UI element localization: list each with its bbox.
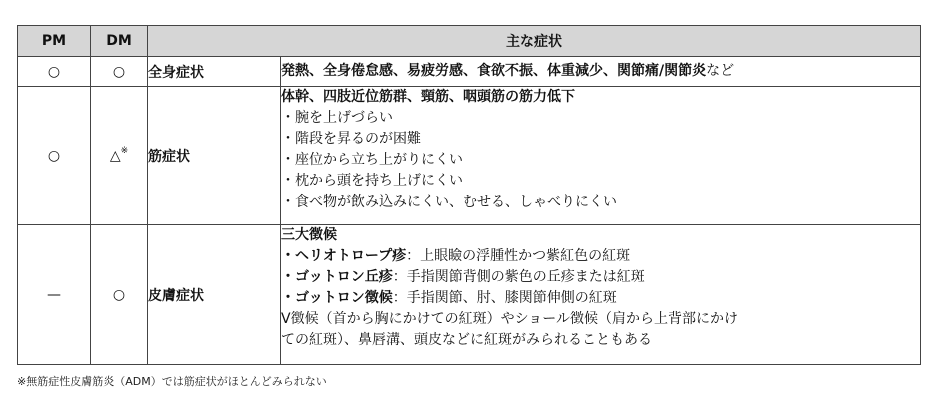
dm-mark: ○ — [91, 225, 148, 365]
category-label: 筋症状 — [148, 87, 281, 225]
list-item: ・階段を昇るのが困難 — [281, 131, 421, 147]
pm-mark: ○ — [18, 87, 91, 225]
category-label: 皮膚症状 — [148, 225, 281, 365]
list-item — [281, 288, 920, 309]
header-dm: DM — [91, 26, 148, 57]
symptom-description — [281, 87, 921, 225]
sign-text: ：手指関節背側の紫色の丘疹または紅斑 — [392, 269, 645, 285]
pm-mark: — — [18, 225, 91, 365]
header-main-symptoms: 主な症状 — [148, 26, 921, 57]
symptom-description — [281, 225, 921, 365]
extra-text: ての紅斑）、鼻唇溝、頭皮などに紅斑がみられることもある — [281, 332, 652, 348]
list-item — [281, 267, 920, 288]
muscle-heading: 体幹、四肢近位筋群、頸筋、咽頭筋の筋力低下 — [281, 89, 575, 105]
list-item — [281, 246, 920, 267]
sign-label: ・ゴットロン徴候 — [281, 290, 393, 306]
sign-text: ：手指関節、肘、膝関節伸側の紅斑 — [392, 290, 617, 306]
dm-mark — [91, 87, 148, 225]
symptom-description — [281, 57, 921, 87]
list-item: ・座位から立ち上がりにくい — [281, 152, 463, 168]
list-item: ・腕を上げづらい — [281, 110, 393, 126]
list-item: ・枕から頭を持ち上げにくい — [281, 173, 463, 189]
row-systemic — [18, 57, 921, 87]
symptom-suffix: など — [706, 63, 735, 79]
category-label: 全身症状 — [148, 57, 281, 87]
row-skin — [18, 225, 921, 365]
sign-label: ・ゴットロン丘疹 — [281, 269, 393, 285]
footnote-marker: ※ — [120, 145, 129, 156]
sign-label: ・ヘリオトロープ疹 — [281, 248, 407, 264]
extra-text: V徴候（首から胸にかけての紅斑）やショール徴候（肩から上背部にかけ — [281, 311, 739, 327]
pm-mark: ○ — [18, 57, 91, 87]
dm-mark-triangle: △ — [109, 147, 121, 164]
sign-text: ：上眼瞼の浮腫性かつ紫紅色の紅斑 — [406, 248, 631, 264]
footnote: ※無筋症性皮膚筋炎（ADM）では筋症状がほとんどみられない — [17, 375, 327, 388]
dm-mark: ○ — [91, 57, 148, 87]
row-muscle — [18, 87, 921, 225]
list-item: ・食べ物が飲み込みにくい、むせる、しゃべりにくい — [281, 194, 617, 210]
header-pm: PM — [18, 26, 91, 57]
skin-heading: 三大徴候 — [281, 227, 337, 243]
symptom-list-bold: 発熱、全身倦怠感、易疲労感、食欲不振、体重減少、関節痛/関節炎 — [281, 63, 707, 79]
symptoms-table — [17, 25, 921, 365]
header-row — [18, 26, 921, 57]
